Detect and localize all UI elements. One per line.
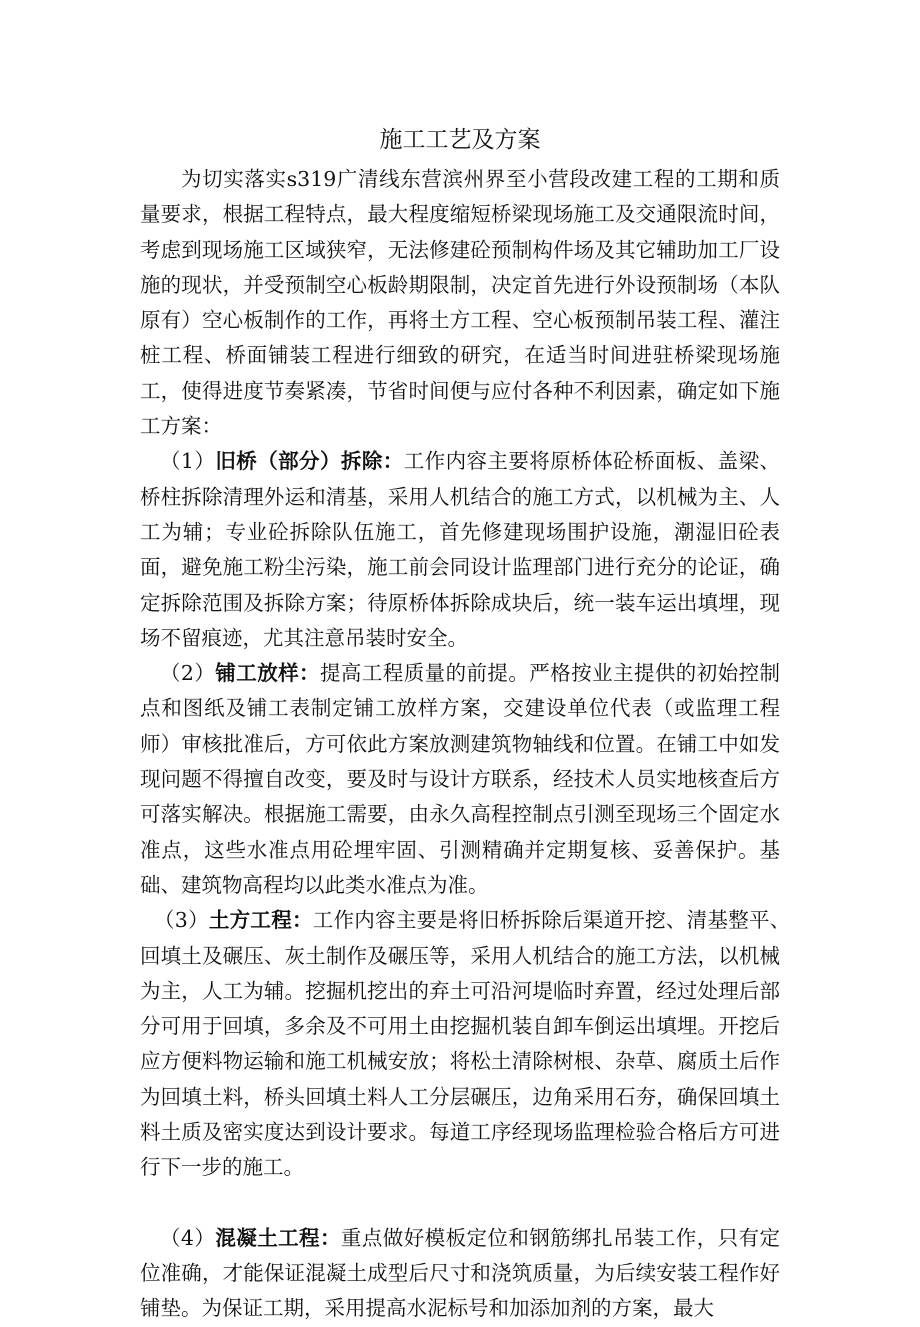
section-3-heading: 土方工程： — [208, 908, 313, 933]
section-2-number: （2） — [160, 661, 216, 686]
section-2-heading: 铺工放样： — [215, 661, 320, 686]
paragraph-spacer — [140, 1186, 780, 1221]
section-3-paragraph — [140, 903, 801, 1185]
section-4-body: 重点做好模板定位和钢筋绑扎吊装工作，只有定位准确，才能保证混凝土成型后尺寸和浇筑质量，为后续安装工程作好铺垫。为保证工期，采用提高水泥标号和加添加剂的方案，最大 — [140, 1225, 781, 1321]
document-page — [140, 118, 801, 1327]
section-2-body: 提高工程质量的前提。严格按业主提供的初始控制点和图纸及铺工表制定铺工放样方案，交建设单位代表（或监理工程师）审核批准后，方可依此方案放测建筑物轴线和位置。在铺工中如发现问题不得擅自改变，要及时与设计方联系，经技术人员实地核查后方可落实解决。根据施工需要，由永久高程控制点引测至现场三个固定水准点，这些水准点用砼埋牢固、引测精确并定期复核、妥善保护。基础、建筑物高程均以此类水准点为准。 — [140, 661, 781, 897]
document-title: 施工工艺及方案 — [379, 127, 541, 153]
section-2-paragraph — [140, 656, 780, 903]
section-4-heading: 混凝土工程： — [215, 1225, 341, 1250]
section-1-number: （1） — [160, 449, 216, 474]
section-4-paragraph — [140, 1221, 780, 1327]
section-1-paragraph — [140, 444, 780, 656]
section-3-body: 工作内容主要是将旧桥拆除后渠道开挖、清基整平、 回填土及碾压、灰土制作及碾压等，采用人机结合的施工方法，以机械为主，人工为辅。挖掘机挖出的弃土可沿河堤临时弃置，经过处理后部分可用于回填，多余及不可用土由挖掘机装自卸车倒运出填埋。开挖后应方便料物运输和施工机械安放；将松土清除树根、杂草、腐质土后作为回填土料，桥头回填土料人工分层碾压，边角采用石夯，确保回填土料土质及密实度达到设计要求。每道工序经现场监理检验合格后方可进行下一步的施工。 — [140, 908, 801, 1180]
section-1-body: 工作内容主要将原桥体砼桥面板、盖梁、桥柱拆除清理外运和清基，采用人机结合的施工方式，以机械为主、人工为辅；专业砼拆除队伍施工，首先修建现场围护设施，潮湿旧砼表面，避免施工粉尘污染，施工前会同设计监理部门进行充分的论证，确定拆除范围及拆除方案；待原桥体拆除成块后，统一装车运出填埋，现场不留痕迹，尤其注意吊装时安全。 — [140, 449, 781, 650]
intro-paragraph: 为切实落实s319广清线东营滨州界至小营段改建工程的工期和质量要求，根据工程特点，最大程度缩短桥梁现场施工及交通限流时间，考虑到现场施工区域狭窄，无法修建砼预制构件场及其它辅助加工厂设施的现状，并受预制空心板龄期限制，决定首先进行外设预制场（本队原有）空心板制作的工作，再将土方工程、空心板预制吊装工程、灌注桩工程、桥面铺装工程进行细致的研究，在适当时间进驻桥梁现场施工，使得进度节奏紧凑，节省时间便与应付各种不利因素，确定如下施工方案： — [140, 167, 780, 439]
section-3-number: （3） — [154, 908, 209, 933]
section-4-number: （4） — [160, 1225, 216, 1250]
section-1-heading: 旧桥（部分）拆除： — [215, 449, 404, 474]
